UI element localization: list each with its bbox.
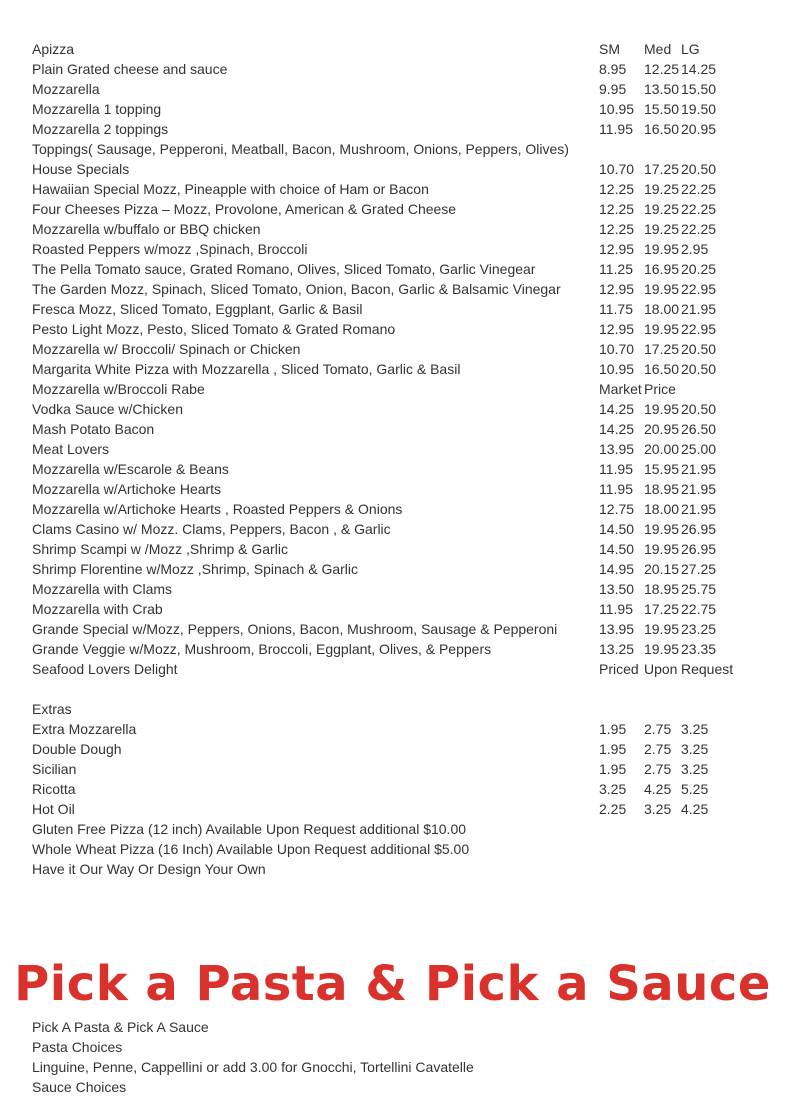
price-med: 19.95 bbox=[644, 621, 680, 637]
menu-item-row bbox=[32, 379, 752, 399]
menu-header-row bbox=[32, 39, 752, 59]
price-sm: 12.25 bbox=[599, 221, 635, 237]
item-name: Roasted Peppers w/mozz ,Spinach, Broccoli bbox=[32, 241, 308, 257]
pasta-line: Pick A Pasta & Pick A Sauce bbox=[32, 1019, 209, 1035]
price-lg: 15.50 bbox=[681, 81, 717, 97]
item-name: House Specials bbox=[32, 161, 130, 177]
price-sm: 13.95 bbox=[599, 441, 635, 457]
item-name: Mozzarella w/ Broccoli/ Spinach or Chicken bbox=[32, 341, 301, 357]
price-med: 20.95 bbox=[644, 421, 680, 437]
price-sm: 12.25 bbox=[599, 181, 635, 197]
price-sm: 1.95 bbox=[599, 761, 627, 777]
price-lg: 25.00 bbox=[681, 441, 717, 457]
price-sm: Market bbox=[599, 381, 642, 397]
price-lg: 22.95 bbox=[681, 281, 717, 297]
price-med: 2.75 bbox=[644, 741, 672, 757]
price-med: 19.95 bbox=[644, 281, 680, 297]
price-lg: 22.25 bbox=[681, 221, 717, 237]
price-med: 15.50 bbox=[644, 101, 680, 117]
price-sm: 12.95 bbox=[599, 241, 635, 257]
price-med: 2.75 bbox=[644, 721, 672, 737]
price-lg: 23.25 bbox=[681, 621, 717, 637]
extra-item-row bbox=[32, 739, 752, 759]
price-lg: 23.35 bbox=[681, 641, 717, 657]
price-lg: 25.75 bbox=[681, 581, 717, 597]
price-sm: 14.50 bbox=[599, 521, 635, 537]
extra-item-row bbox=[32, 759, 752, 779]
price-lg: 14.25 bbox=[681, 61, 717, 77]
price-med: 18.00 bbox=[644, 301, 680, 317]
price-lg: 3.25 bbox=[681, 721, 709, 737]
menu-item-row bbox=[32, 299, 752, 319]
item-name: Toppings( Sausage, Pepperoni, Meatball, Bacon, Mushroom, Onions, Peppers, Olives) bbox=[32, 141, 569, 157]
price-lg: 20.50 bbox=[681, 161, 717, 177]
price-lg: 20.95 bbox=[681, 121, 717, 137]
pasta-line: Pasta Choices bbox=[32, 1039, 123, 1055]
price-med: Price bbox=[644, 381, 676, 397]
price-med: 18.95 bbox=[644, 481, 680, 497]
menu-item-row bbox=[32, 259, 752, 279]
item-name: Hawaiian Special Mozz, Pineapple with choice of Ham or Bacon bbox=[32, 181, 429, 197]
menu-item-row bbox=[32, 359, 752, 379]
price-med: 18.95 bbox=[644, 581, 680, 597]
price-sm: 12.95 bbox=[599, 281, 635, 297]
price-med: 19.95 bbox=[644, 541, 680, 557]
price-med: 3.25 bbox=[644, 801, 672, 817]
menu-item-row bbox=[32, 179, 752, 199]
menu-item-row bbox=[32, 339, 752, 359]
price-lg: 27.25 bbox=[681, 561, 717, 577]
item-name: Double Dough bbox=[32, 741, 122, 757]
price-sm: 10.95 bbox=[599, 101, 635, 117]
item-name: Mozzarella w/Artichoke Hearts , Roasted Peppers & Onions bbox=[32, 501, 403, 517]
price-med: 19.25 bbox=[644, 181, 680, 197]
price-sm: 14.95 bbox=[599, 561, 635, 577]
item-name: Mozzarella w/Artichoke Hearts bbox=[32, 481, 222, 497]
extra-item-row bbox=[32, 799, 752, 819]
price-sm: 3.25 bbox=[599, 781, 627, 797]
price-med: 18.00 bbox=[644, 501, 680, 517]
price-lg: 21.95 bbox=[681, 461, 717, 477]
price-med: 16.95 bbox=[644, 261, 680, 277]
menu-item-row bbox=[32, 99, 752, 119]
extras-note: Whole Wheat Pizza (16 Inch) Available Upon Request additional $5.00 bbox=[32, 841, 470, 857]
item-name: Pesto Light Mozz, Pesto, Sliced Tomato & Grated Romano bbox=[32, 321, 396, 337]
price-sm: 8.95 bbox=[599, 61, 627, 77]
price-lg bbox=[681, 139, 741, 159]
menu-item-row bbox=[32, 199, 752, 219]
item-name: Clams Casino w/ Mozz. Clams, Peppers, Bacon , & Garlic bbox=[32, 521, 391, 537]
menu-item-row bbox=[32, 399, 752, 419]
price-med: Upon bbox=[644, 661, 678, 677]
price-med: 2.75 bbox=[644, 761, 672, 777]
price-sm: 11.95 bbox=[599, 601, 633, 617]
item-name: Shrimp Florentine w/Mozz ,Shrimp, Spinach & Garlic bbox=[32, 561, 358, 577]
price-lg: 21.95 bbox=[681, 481, 717, 497]
item-name: Four Cheeses Pizza – Mozz, Provolone, American & Grated Cheese bbox=[32, 201, 457, 217]
price-sm: 12.75 bbox=[599, 501, 635, 517]
price-lg: 2.95 bbox=[681, 241, 709, 257]
price-lg: 19.50 bbox=[681, 101, 717, 117]
price-lg: 26.50 bbox=[681, 421, 717, 437]
price-lg: 20.50 bbox=[681, 341, 717, 357]
menu-item-row bbox=[32, 239, 752, 259]
price-med: 19.95 bbox=[644, 401, 680, 417]
price-med: 19.95 bbox=[644, 241, 680, 257]
extras-title-row bbox=[32, 699, 752, 719]
item-name: Margarita White Pizza with Mozzarella , Sliced Tomato, Garlic & Basil bbox=[32, 361, 461, 377]
price-lg: 20.25 bbox=[681, 261, 717, 277]
item-name: Grande Special w/Mozz, Peppers, Onions, Bacon, Mushroom, Sausage & Pepperoni bbox=[32, 621, 558, 637]
menu-item-row bbox=[32, 79, 752, 99]
price-med: 20.00 bbox=[644, 441, 680, 457]
price-sm: 11.95 bbox=[599, 121, 633, 137]
price-med: 15.95 bbox=[644, 461, 680, 477]
price-lg: 20.50 bbox=[681, 361, 717, 377]
price-sm: 13.95 bbox=[599, 621, 635, 637]
price-sm: 14.25 bbox=[599, 401, 635, 417]
menu-item-row bbox=[32, 219, 752, 239]
item-name: Mozzarella w/buffalo or BBQ chicken bbox=[32, 221, 261, 237]
item-name: Mozzarella 2 toppings bbox=[32, 121, 169, 137]
price-med bbox=[644, 139, 681, 159]
price-sm: 12.25 bbox=[599, 201, 635, 217]
price-sm: 10.70 bbox=[599, 341, 635, 357]
price-sm: Priced bbox=[599, 661, 639, 677]
item-name: Mozzarella with Clams bbox=[32, 581, 173, 597]
price-lg: 3.25 bbox=[681, 761, 709, 777]
price-med: 17.25 bbox=[644, 341, 680, 357]
extras-note: Have it Our Way Or Design Your Own bbox=[32, 861, 266, 877]
menu-item-row bbox=[32, 59, 752, 79]
menu-item-row bbox=[32, 559, 752, 579]
pasta-heading: Pick a Pasta & Pick a Sauce bbox=[14, 956, 771, 1012]
price-med: 13.50 bbox=[644, 81, 680, 97]
menu-item-row bbox=[32, 439, 752, 459]
item-name: Mozzarella with Crab bbox=[32, 601, 163, 617]
pizza-menu-table bbox=[32, 39, 752, 879]
price-med: 17.25 bbox=[644, 601, 680, 617]
price-lg: 22.25 bbox=[681, 181, 717, 197]
menu-item-row bbox=[32, 119, 752, 139]
menu-section-title: Apizza bbox=[32, 41, 75, 57]
item-name: Ricotta bbox=[32, 781, 76, 797]
price-med: 17.25 bbox=[644, 161, 680, 177]
price-sm bbox=[599, 139, 644, 159]
menu-item-row bbox=[32, 279, 752, 299]
price-sm: 11.95 bbox=[599, 481, 633, 497]
item-name: Grande Veggie w/Mozz, Mushroom, Broccoli, Eggplant, Olives, & Peppers bbox=[32, 641, 492, 657]
price-lg: Request bbox=[681, 661, 734, 677]
price-lg: 21.95 bbox=[681, 501, 717, 517]
item-name: The Pella Tomato sauce, Grated Romano, Olives, Sliced Tomato, Garlic Vinegear bbox=[32, 261, 536, 277]
price-med: 19.95 bbox=[644, 521, 680, 537]
pasta-line: Sauce Choices bbox=[32, 1079, 127, 1095]
size-header-lg: LG bbox=[681, 41, 700, 57]
price-med: 16.50 bbox=[644, 121, 680, 137]
price-sm: 14.25 bbox=[599, 421, 635, 437]
price-sm: 9.95 bbox=[599, 81, 627, 97]
price-med: 19.95 bbox=[644, 321, 680, 337]
menu-item-row bbox=[32, 619, 752, 639]
price-lg: 26.95 bbox=[681, 541, 717, 557]
item-name: Mash Potato Bacon bbox=[32, 421, 155, 437]
menu-item-row bbox=[32, 519, 752, 539]
extras-note: Gluten Free Pizza (12 inch) Available Upon Request additional $10.00 bbox=[32, 821, 467, 837]
item-name: Mozzarella bbox=[32, 81, 100, 97]
price-sm: 11.25 bbox=[599, 261, 633, 277]
extra-item-row bbox=[32, 779, 752, 799]
item-name: Seafood Lovers Delight bbox=[32, 661, 178, 677]
price-med: 12.25 bbox=[644, 61, 680, 77]
menu-item-row bbox=[32, 499, 752, 519]
price-lg: 26.95 bbox=[681, 521, 717, 537]
price-sm: 12.95 bbox=[599, 321, 635, 337]
size-header-sm: SM bbox=[599, 41, 620, 57]
menu-item-row bbox=[32, 539, 752, 559]
menu-item-row bbox=[32, 459, 752, 479]
menu-item-row bbox=[32, 599, 752, 619]
menu-item-row bbox=[32, 419, 752, 439]
price-lg bbox=[681, 379, 741, 399]
price-med: 19.25 bbox=[644, 221, 680, 237]
price-lg: 21.95 bbox=[681, 301, 717, 317]
menu-item-row bbox=[32, 319, 752, 339]
price-lg: 3.25 bbox=[681, 741, 709, 757]
spacer bbox=[32, 679, 752, 699]
price-med: 16.50 bbox=[644, 361, 680, 377]
price-sm: 1.95 bbox=[599, 741, 627, 757]
price-med: 4.25 bbox=[644, 781, 672, 797]
price-sm: 14.50 bbox=[599, 541, 635, 557]
price-sm: 1.95 bbox=[599, 721, 627, 737]
price-sm: 11.75 bbox=[599, 301, 633, 317]
pasta-list bbox=[32, 1017, 752, 1097]
price-med: 20.15 bbox=[644, 561, 680, 577]
price-lg: 22.75 bbox=[681, 601, 717, 617]
item-name: The Garden Mozz, Spinach, Sliced Tomato, Onion, Bacon, Garlic & Balsamic Vinegar bbox=[32, 281, 561, 297]
item-name: Sicilian bbox=[32, 761, 77, 777]
menu-item-row bbox=[32, 579, 752, 599]
menu-item-row bbox=[32, 639, 752, 659]
price-med: 19.95 bbox=[644, 641, 680, 657]
extras-title: Extras bbox=[32, 701, 72, 717]
price-lg: 20.50 bbox=[681, 401, 717, 417]
price-lg: 22.25 bbox=[681, 201, 717, 217]
price-lg: 22.95 bbox=[681, 321, 717, 337]
item-name: Fresca Mozz, Sliced Tomato, Eggplant, Garlic & Basil bbox=[32, 301, 363, 317]
item-name: Vodka Sauce w/Chicken bbox=[32, 401, 183, 417]
item-name: Mozzarella 1 topping bbox=[32, 101, 162, 117]
item-name: Hot Oil bbox=[32, 801, 75, 817]
price-sm: 2.25 bbox=[599, 801, 627, 817]
item-name: Mozzarella w/Escarole & Beans bbox=[32, 461, 229, 477]
price-sm: 10.95 bbox=[599, 361, 635, 377]
item-name: Mozzarella w/Broccoli Rabe bbox=[32, 381, 205, 397]
price-med: 19.25 bbox=[644, 201, 680, 217]
extra-item-row bbox=[32, 719, 752, 739]
pasta-line: Linguine, Penne, Cappellini or add 3.00 for Gnocchi, Tortellini Cavatelle bbox=[32, 1059, 474, 1075]
price-sm: 13.25 bbox=[599, 641, 635, 657]
price-lg: 5.25 bbox=[681, 781, 709, 797]
price-sm: 10.70 bbox=[599, 161, 635, 177]
item-name: Plain Grated cheese and sauce bbox=[32, 61, 228, 77]
menu-item-row bbox=[32, 139, 752, 159]
item-name: Meat Lovers bbox=[32, 441, 110, 457]
menu-item-row bbox=[32, 159, 752, 179]
price-sm: 11.95 bbox=[599, 461, 633, 477]
price-sm: 13.50 bbox=[599, 581, 635, 597]
item-name: Shrimp Scampi w /Mozz ,Shrimp & Garlic bbox=[32, 541, 288, 557]
item-name: Extra Mozzarella bbox=[32, 721, 137, 737]
menu-item-row bbox=[32, 659, 752, 679]
menu-item-row bbox=[32, 479, 752, 499]
size-header-med: Med bbox=[644, 41, 672, 57]
price-lg: 4.25 bbox=[681, 801, 709, 817]
